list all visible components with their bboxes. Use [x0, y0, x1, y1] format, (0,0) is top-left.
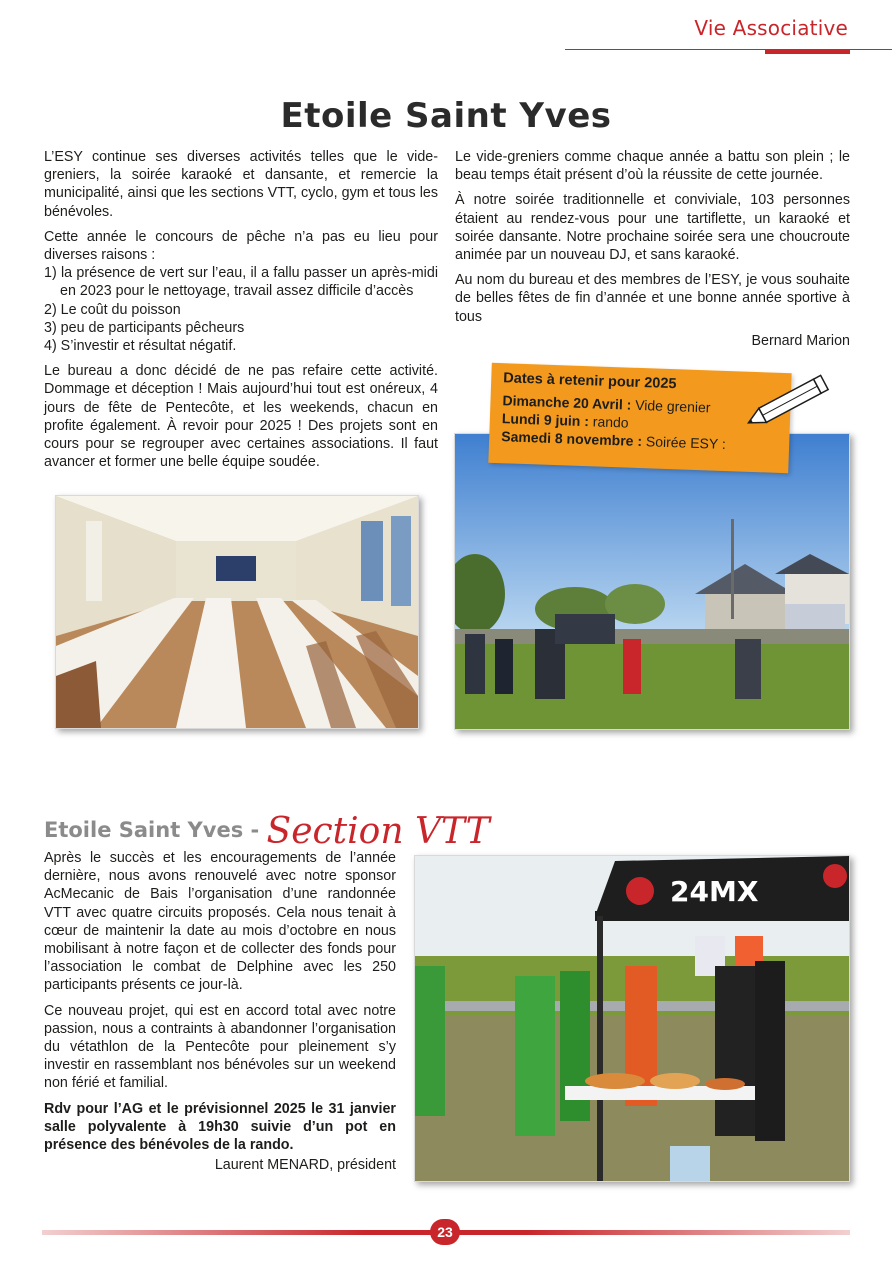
header-accent-bar: [765, 49, 850, 54]
banquet-hall-image: [56, 496, 418, 728]
signature: Bernard Marion: [751, 332, 850, 349]
vide-grenier-image: [455, 434, 849, 729]
list-item: 3) peu de participants pêcheurs: [44, 319, 245, 336]
article-title: Etoile Saint Yves: [280, 96, 612, 136]
article1-paragraph-1: L’ESY continue ses diverses activités telles que le vide-greniers, la soirée karaoké et dansante, et remercie la municipalité, ainsi que les sections VTT, cyclo, gym et tous les bénévoles.: [44, 149, 438, 220]
reasons-list: [44, 264, 438, 355]
article2-column: [44, 849, 396, 1174]
date-event: Vide grenier: [634, 396, 711, 416]
list-item: 1) la présence de vert sur l’eau, il a fallu passer un après-midi en 2023 pour le nettoyage, travail assez difficile d’accès: [44, 265, 438, 300]
list-item: 4) S’investir et résultat négatif.: [44, 338, 237, 355]
article1-left-column: [44, 148, 438, 478]
article2-paragraph-2: Ce nouveau projet, qui est en accord total avec notre passion, nous a contraints à abandonner l’organisation du vétathlon de la Pentecôte pour pleinement s’y investir en rassemblant nos bénévoles sur un weekend non férié et familial.: [44, 1002, 396, 1092]
vtt-section-title: [44, 805, 490, 852]
article1-right-paragraph-3: Au nom du bureau et des membres de l’ESY, je vous souhaite de belles fêtes de fin d’année et une bonne année sportive à tous: [455, 272, 850, 325]
article1-right-column: [455, 148, 850, 350]
list-item: 2) Le coût du poisson: [44, 301, 181, 318]
vtt-title-plain: Etoile Saint Yves -: [44, 818, 267, 842]
vtt-event-photo: [414, 855, 850, 1182]
article1-paragraph-2: Cette année le concours de pêche n’a pas eu lieu pour diverses raisons :: [44, 228, 438, 264]
vide-grenier-photo: [454, 433, 850, 730]
article1-right-paragraph-1: Le vide-greniers comme chaque année a battu son plein ; le beau temps était présent d’où la réussite de cette journée.: [455, 149, 850, 184]
dates-title: Dates à retenir pour 2025: [503, 370, 677, 393]
page-number: 23: [430, 1219, 460, 1245]
banquet-hall-photo: [55, 495, 419, 729]
article2-meeting-announcement: Rdv pour l’AG et le prévisionnel 2025 le 31 janvier salle polyvalente à 19h30 suivie d’un pot en présence des bénévoles de la rando.: [44, 1100, 396, 1154]
section-header: Vie Associative: [694, 16, 848, 40]
article1-right-paragraph-2: À notre soirée traditionnelle et conviviale, 103 personnes étaient au rendez-vous pour une tartiflette, un karaoké et soirée dansante. Notre prochaine soirée sera une choucroute animée par un nouveau DJ, et sans karaoké.: [455, 192, 850, 264]
vtt-title-script: Section VTT: [266, 811, 490, 852]
date-event: rando: [592, 413, 629, 431]
signature: Laurent MENARD, président: [214, 1157, 396, 1174]
tent-brand-text: 24MX: [670, 875, 759, 908]
date-label: Lundi 9 juin :: [501, 410, 590, 430]
date-event: Soirée ESY :: [645, 433, 727, 453]
article2-paragraph-1: Après le succès et les encouragements de l’année dernière, nous avons renouvelé avec notre sponsor AcMecanic de Bais l’organisation d’une randonnée VTT avec quatre circuits proposés. Cela nous tenait à cœur de maintenir la date au mois d’octobre en nous mobilisant à notre façon et de collecter des fonds pour l’association le combat de Delphine avec les 250 participants présents ce jour-là.: [44, 850, 396, 994]
vtt-event-image: [415, 856, 849, 1181]
date-label: Dimanche 20 Avril :: [502, 392, 632, 413]
date-label: Samedi 8 novembre :: [501, 428, 643, 450]
article1-paragraph-3: Le bureau a donc décidé de ne pas refaire cette activité. Dommage et déception ! Mais aujourd’hui tout est onéreux, 4 jours de fête de Pentecôte, et les weekends, chacun en profite également. À revoir pour 2025 ! Des projets sont en cours pour se regrouper avec certaines associations. Il faut avancer et former une belle équipe soudée.: [44, 363, 438, 471]
pencil-icon: [740, 368, 840, 438]
